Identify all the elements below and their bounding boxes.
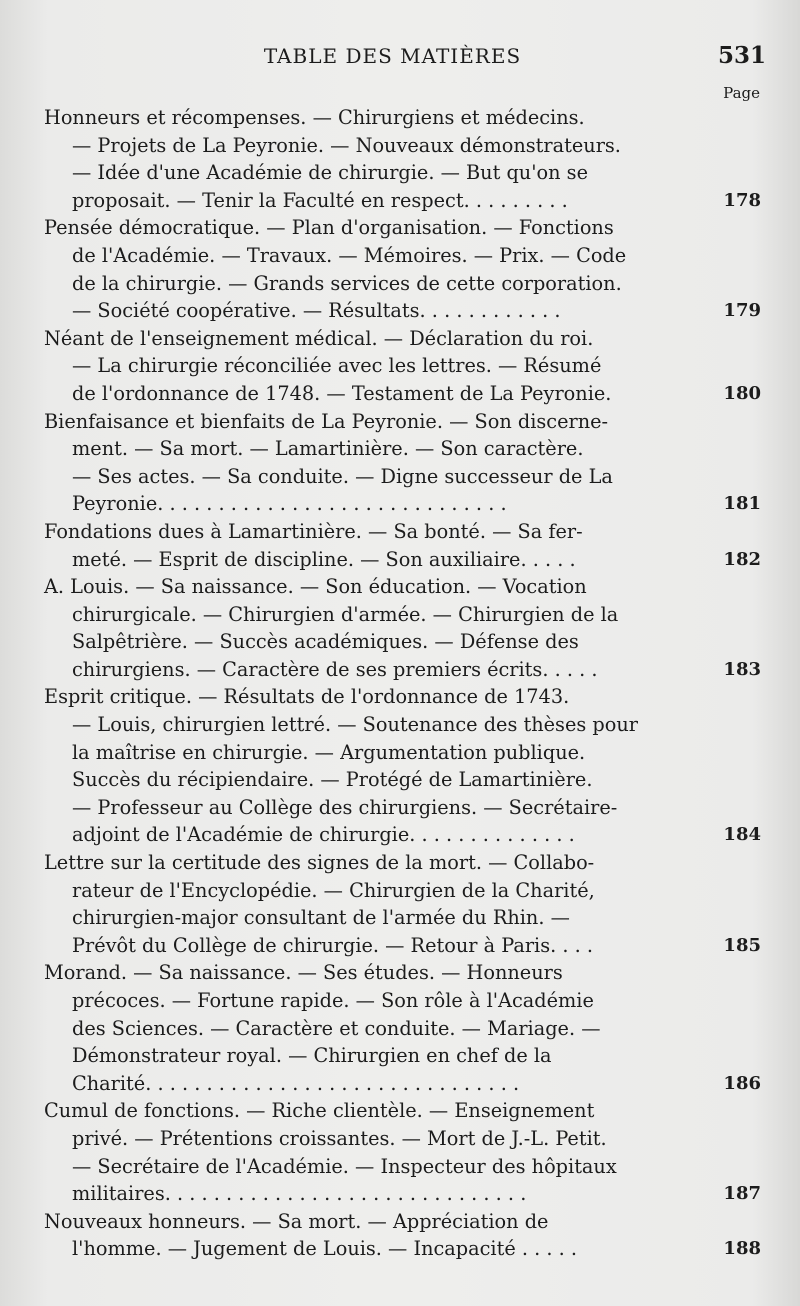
- toc-entry-line: chirurgiens. — Caractère de ses premiers écrits. . . . .: [72, 657, 598, 681]
- toc-entry-line: Charité. . . . . . . . . . . . . . . . . . . . . . . . . . . . . . .: [72, 1071, 520, 1095]
- toc-entry-line: Pensée démocratique. — Plan d'organisation. — Fonctions: [44, 216, 614, 240]
- toc-entry-page: 187: [723, 1183, 761, 1205]
- toc-entry-page: 185: [723, 934, 761, 956]
- toc-entry-line: Morand. — Sa naissance. — Ses études. — Honneurs: [44, 961, 563, 985]
- toc-entry-page: 178: [723, 189, 761, 211]
- toc-entry-line: — Projets de La Peyronie. — Nouveaux démonstrateurs.: [72, 133, 621, 157]
- toc-entry: [44, 214, 761, 324]
- toc-entry: [44, 408, 761, 518]
- toc-entry: [44, 1208, 761, 1263]
- toc-entry-line: rateur de l'Encyclopédie. — Chirurgien de la Charité,: [72, 878, 595, 902]
- toc-entry-line: Honneurs et récompenses. — Chirurgiens et médecins.: [44, 106, 585, 129]
- toc-entry-page: 180: [723, 382, 761, 404]
- toc-entry-line: — Professeur au Collège des chirurgiens. — Secrétaire-: [72, 795, 618, 819]
- toc-entry: [44, 683, 761, 849]
- toc-entry-line: meté. — Esprit de discipline. — Son auxiliaire. . . . .: [72, 547, 576, 571]
- toc-entry-line: chirurgicale. — Chirurgien d'armée. — Chirurgien de la: [72, 602, 619, 626]
- toc-entry-line: Fondations dues à Lamartinière. — Sa bonté. — Sa fer-: [44, 519, 583, 543]
- toc-entry-line: Succès du récipiendaire. — Protégé de Lamartinière.: [72, 768, 593, 792]
- toc-entry-line: Esprit critique. — Résultats de l'ordonnance de 1743.: [44, 685, 570, 709]
- toc-entry-page: 183: [723, 658, 761, 680]
- toc-entry-line: Prévôt du Collège de chirurgie. — Retour à Paris. . . .: [72, 933, 594, 957]
- toc-entry-line: chirurgien-major consultant de l'armée du Rhin. —: [72, 906, 570, 930]
- toc-entry-line: A. Louis. — Sa naissance. — Son éducation. — Vocation: [44, 575, 587, 599]
- toc-entry-line: — La chirurgie réconciliée avec les lettres. — Résumé: [72, 354, 602, 378]
- toc-entry-line: — Ses actes. — Sa conduite. — Digne successeur de La: [72, 464, 613, 488]
- toc-entry-page: 181: [723, 493, 761, 515]
- toc-entry-page: 179: [723, 300, 761, 322]
- toc-entry-line: Nouveaux honneurs. — Sa mort. — Appréciation de: [44, 1209, 549, 1233]
- toc-entry-page: 186: [723, 1072, 761, 1094]
- toc-entry: [44, 573, 761, 683]
- toc-entry-line: Salpêtrière. — Succès académiques. — Défense des: [72, 630, 579, 654]
- toc-entry-line: la maîtrise en chirurgie. — Argumentation publique.: [72, 740, 586, 764]
- table-of-contents: [44, 104, 761, 1263]
- toc-entry: [44, 325, 761, 408]
- toc-entry-line: des Sciences. — Caractère et conduite. — Mariage. —: [72, 1016, 601, 1040]
- toc-entry-line: privé. — Prétentions croissantes. — Mort de J.-L. Petit.: [72, 1126, 607, 1150]
- toc-entry-line: — Société coopérative. — Résultats. . . . . . . . . . . .: [72, 299, 561, 323]
- toc-entry-line: Peyronie. . . . . . . . . . . . . . . . . . . . . . . . . . . . .: [72, 492, 507, 516]
- toc-entry-line: Bienfaisance et bienfaits de La Peyronie. — Son discerne-: [44, 409, 609, 433]
- toc-entry-page: 188: [723, 1238, 761, 1260]
- toc-entry: [44, 959, 761, 1097]
- page-number: 531: [717, 42, 766, 69]
- toc-entry-line: précoces. — Fortune rapide. — Son rôle à l'Académie: [72, 989, 594, 1012]
- toc-entry-line: de l'ordonnance de 1748. — Testament de La Peyronie.: [72, 381, 612, 405]
- toc-entry-line: Lettre sur la certitude des signes de la mort. — Collabo-: [44, 851, 595, 875]
- toc-entry-page: 184: [723, 824, 761, 846]
- toc-entry-line: de l'Académie. — Travaux. — Mémoires. — Prix. — Code: [72, 243, 627, 267]
- toc-entry-page: 182: [723, 548, 761, 570]
- toc-entry-line: Démonstrateur royal. — Chirurgien en chef de la: [72, 1044, 552, 1068]
- toc-entry-line: adjoint de l'Académie de chirurgie. . . . . . . . . . . . . .: [72, 823, 575, 847]
- toc-entry-line: — Idée d'une Académie de chirurgie. — But qu'on se: [72, 161, 588, 185]
- toc-entry-line: ment. — Sa mort. — Lamartinière. — Son caractère.: [72, 437, 584, 461]
- toc-entry: [44, 1097, 761, 1207]
- toc-entry-line: — Louis, chirurgien lettré. — Soutenance des thèses pour: [72, 713, 638, 737]
- running-header-title: TABLE DES MATIÈRES: [263, 44, 522, 68]
- toc-entry-line: de la chirurgie. — Grands services de cette corporation.: [72, 271, 622, 295]
- toc-entry-line: Néant de l'enseignement médical. — Déclaration du roi.: [44, 326, 594, 350]
- toc-entry-line: — Secrétaire de l'Académie. — Inspecteur des hôpitaux: [72, 1154, 617, 1178]
- toc-entry-line: l'homme. — Jugement de Louis. — Incapacité . . . . .: [72, 1237, 578, 1261]
- toc-entry: [44, 849, 761, 959]
- toc-entry-line: militaires. . . . . . . . . . . . . . . . . . . . . . . . . . . . . .: [72, 1182, 527, 1206]
- toc-entry-line: proposait. — Tenir la Faculté en respect. . . . . . . . .: [72, 188, 568, 212]
- page-column-label: Page: [723, 84, 760, 102]
- toc-entry: [44, 104, 761, 214]
- toc-entry: [44, 518, 761, 573]
- toc-entry-line: Cumul de fonctions. — Riche clientèle. — Enseignement: [44, 1099, 595, 1123]
